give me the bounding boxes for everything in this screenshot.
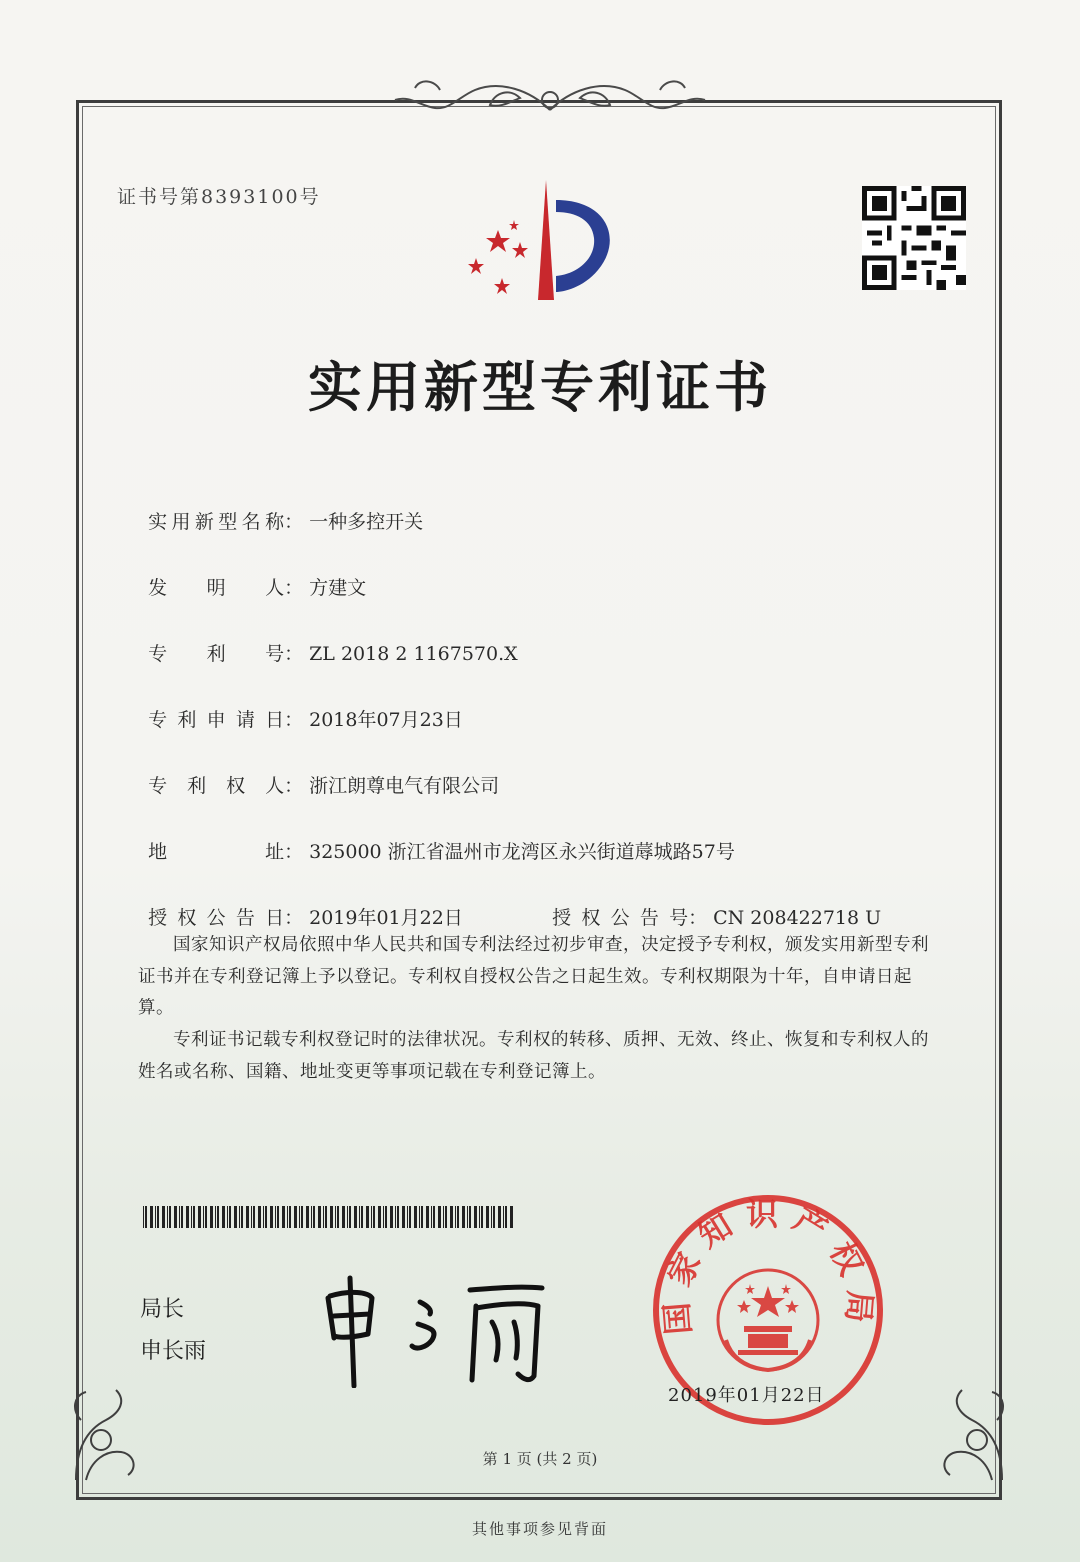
- field-value: 325000 浙江省温州市龙湾区永兴街道蓐城路57号: [309, 841, 735, 863]
- field-label: 专利权人: [148, 775, 285, 797]
- field-value: 浙江朗尊电气有限公司: [309, 775, 500, 797]
- field-inventor: 发明人： 方建文: [136, 551, 366, 600]
- field-value: 一种多控开关: [309, 511, 424, 533]
- field-value: 2018年07月23日: [309, 709, 463, 731]
- field-patentee: 专利权人： 浙江朗尊电气有限公司: [136, 749, 499, 798]
- director-title: 局长: [140, 1297, 185, 1322]
- field-label: 专利申请日: [148, 709, 285, 731]
- top-ornament-decoration: [380, 70, 720, 130]
- field-application-date: 专利申请日： 2018年07月23日: [136, 683, 463, 732]
- page-number: 第 1 页 (共 2 页): [482, 1450, 598, 1468]
- qr-code: [862, 186, 966, 290]
- bottom-right-ornament: [932, 1380, 1012, 1490]
- field-label: 授权公告号: [552, 907, 689, 929]
- footer-note: 其他事项参见背面: [471, 1520, 608, 1538]
- field-utility-model-name: 实用新型名称： 一种多控开关: [136, 485, 423, 534]
- handwritten-signature: [320, 1268, 560, 1388]
- field-address: 地址： 325000 浙江省温州市龙湾区永兴街道蓐城路57号: [136, 815, 735, 864]
- field-label: 专利号: [148, 643, 285, 665]
- svg-text:国家知识产权局: 国家知识产权局: [656, 1195, 880, 1337]
- grant-statement-paragraph: 国家知识产权局依照中华人民共和国专利法经过初步审查，决定授予专利权，颁发实用新型专利证书并在专利登记簿上予以登记。专利权自授权公告之日起生效。专利权期限为十年，自申请日起算。: [138, 935, 929, 1018]
- field-grant-number: 授权公告号： CN 208422718 U: [540, 881, 881, 930]
- field-patent-number: 专利号： ZL 2018 2 1167570.X: [136, 617, 518, 666]
- certificate-number: 证书号第8393100号: [117, 186, 321, 208]
- field-value: 方建文: [309, 577, 367, 599]
- field-value: 2019年01月22日: [309, 907, 463, 929]
- barcode: [143, 1206, 515, 1228]
- field-value: ZL 2018 2 1167570.X: [309, 643, 518, 665]
- bottom-left-ornament: [66, 1380, 146, 1490]
- field-label: 发明人: [148, 577, 285, 599]
- field-label: 授权公告日: [148, 907, 285, 929]
- field-value: CN 208422718 U: [713, 907, 882, 929]
- cnipa-logo-icon: [458, 180, 628, 310]
- seal-date: 2019年01月22日: [668, 1385, 825, 1406]
- field-grant-date: 授权公告日： 2019年01月22日: [136, 881, 463, 930]
- certificate-title: 实用新型专利证书: [308, 356, 772, 419]
- field-label: 实用新型名称: [148, 511, 285, 533]
- director-name: 申长雨: [140, 1339, 207, 1364]
- field-label: 地址: [148, 841, 285, 863]
- legal-status-paragraph: 专利证书记载专利权登记时的法律状况。专利权的转移、质押、无效、终止、恢复和专利权人的姓名或名称、国籍、地址变更等事项记载在专利登记簿上。: [138, 1030, 929, 1082]
